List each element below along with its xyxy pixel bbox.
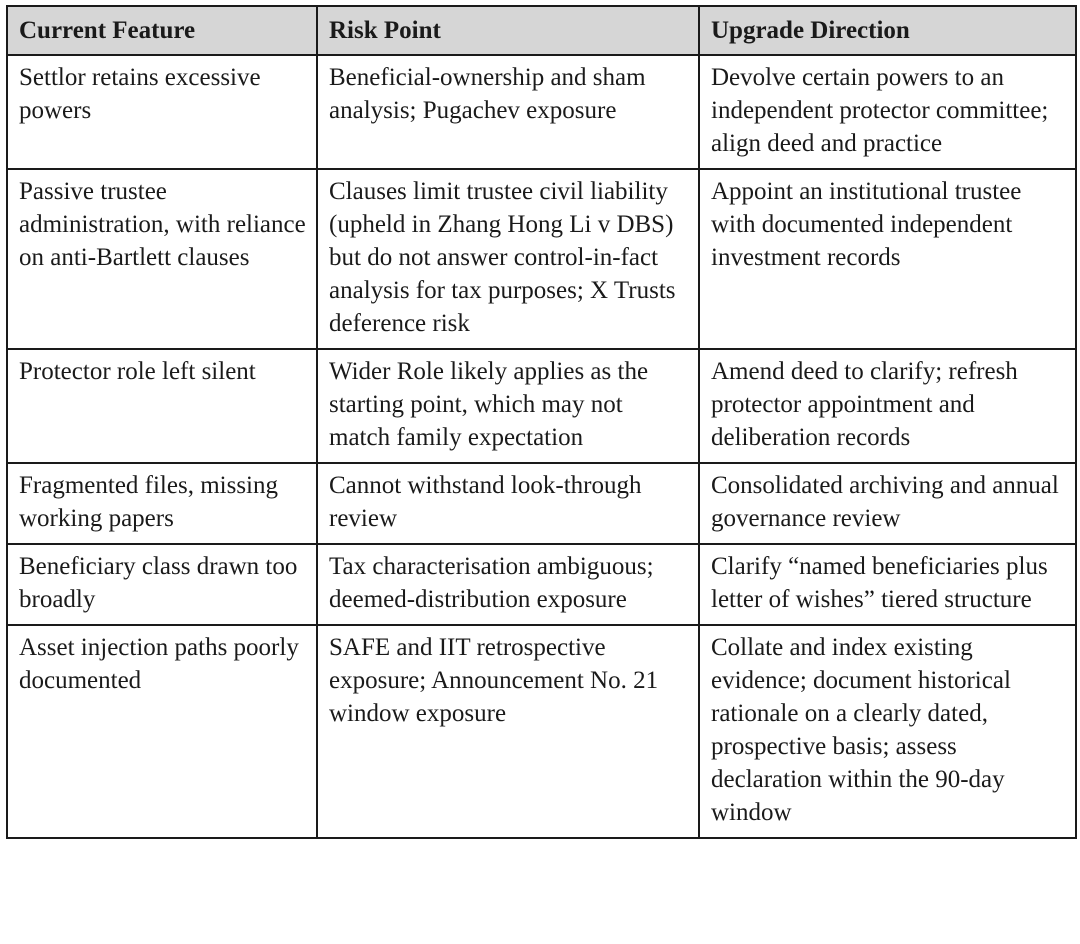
- cell-current-feature: Fragmented files, missing working papers: [7, 463, 317, 544]
- cell-current-feature: Settlor retains excessive powers: [7, 55, 317, 169]
- cell-current-feature: Asset injection paths poorly documented: [7, 625, 317, 838]
- cell-risk-point: Beneficial-ownership and sham analysis; Pugachev exposure: [317, 55, 699, 169]
- table-row: [7, 544, 1076, 625]
- cell-upgrade-direction: Consolidated archiving and annual governance review: [699, 463, 1076, 544]
- cell-risk-point: Wider Role likely applies as the starting point, which may not match family expectation: [317, 349, 699, 463]
- table-row: [7, 625, 1076, 838]
- cell-risk-point: SAFE and IIT retrospective exposure; Announcement No. 21 window exposure: [317, 625, 699, 838]
- table-row: [7, 463, 1076, 544]
- header-risk-point: Risk Point: [317, 6, 699, 55]
- cell-upgrade-direction: Devolve certain powers to an independent protector committee; align deed and practice: [699, 55, 1076, 169]
- cell-upgrade-direction: Appoint an institutional trustee with documented independent investment records: [699, 169, 1076, 349]
- table-row: [7, 55, 1076, 169]
- header-upgrade-direction: Upgrade Direction: [699, 6, 1076, 55]
- cell-risk-point: Tax characterisation ambiguous; deemed-distribution exposure: [317, 544, 699, 625]
- header-current-feature: Current Feature: [7, 6, 317, 55]
- cell-current-feature: Beneficiary class drawn too broadly: [7, 544, 317, 625]
- table-header-row: [7, 6, 1076, 55]
- cell-upgrade-direction: Amend deed to clarify; refresh protector appointment and deliberation records: [699, 349, 1076, 463]
- cell-risk-point: Clauses limit trustee civil liability (upheld in Zhang Hong Li v DBS) but do not answer control-in-fact analysis for tax purposes; X Trusts deference risk: [317, 169, 699, 349]
- cell-upgrade-direction: Clarify “named beneficiaries plus letter of wishes” tiered structure: [699, 544, 1076, 625]
- cell-upgrade-direction: Collate and index existing evidence; document historical rationale on a clearly dated, prospective basis; assess declaration within the 90-day window: [699, 625, 1076, 838]
- table-row: [7, 349, 1076, 463]
- cell-current-feature: Passive trustee administration, with reliance on anti-Bartlett clauses: [7, 169, 317, 349]
- trust-risk-table: [6, 5, 1077, 839]
- cell-current-feature: Protector role left silent: [7, 349, 317, 463]
- cell-risk-point: Cannot withstand look-through review: [317, 463, 699, 544]
- table-row: [7, 169, 1076, 349]
